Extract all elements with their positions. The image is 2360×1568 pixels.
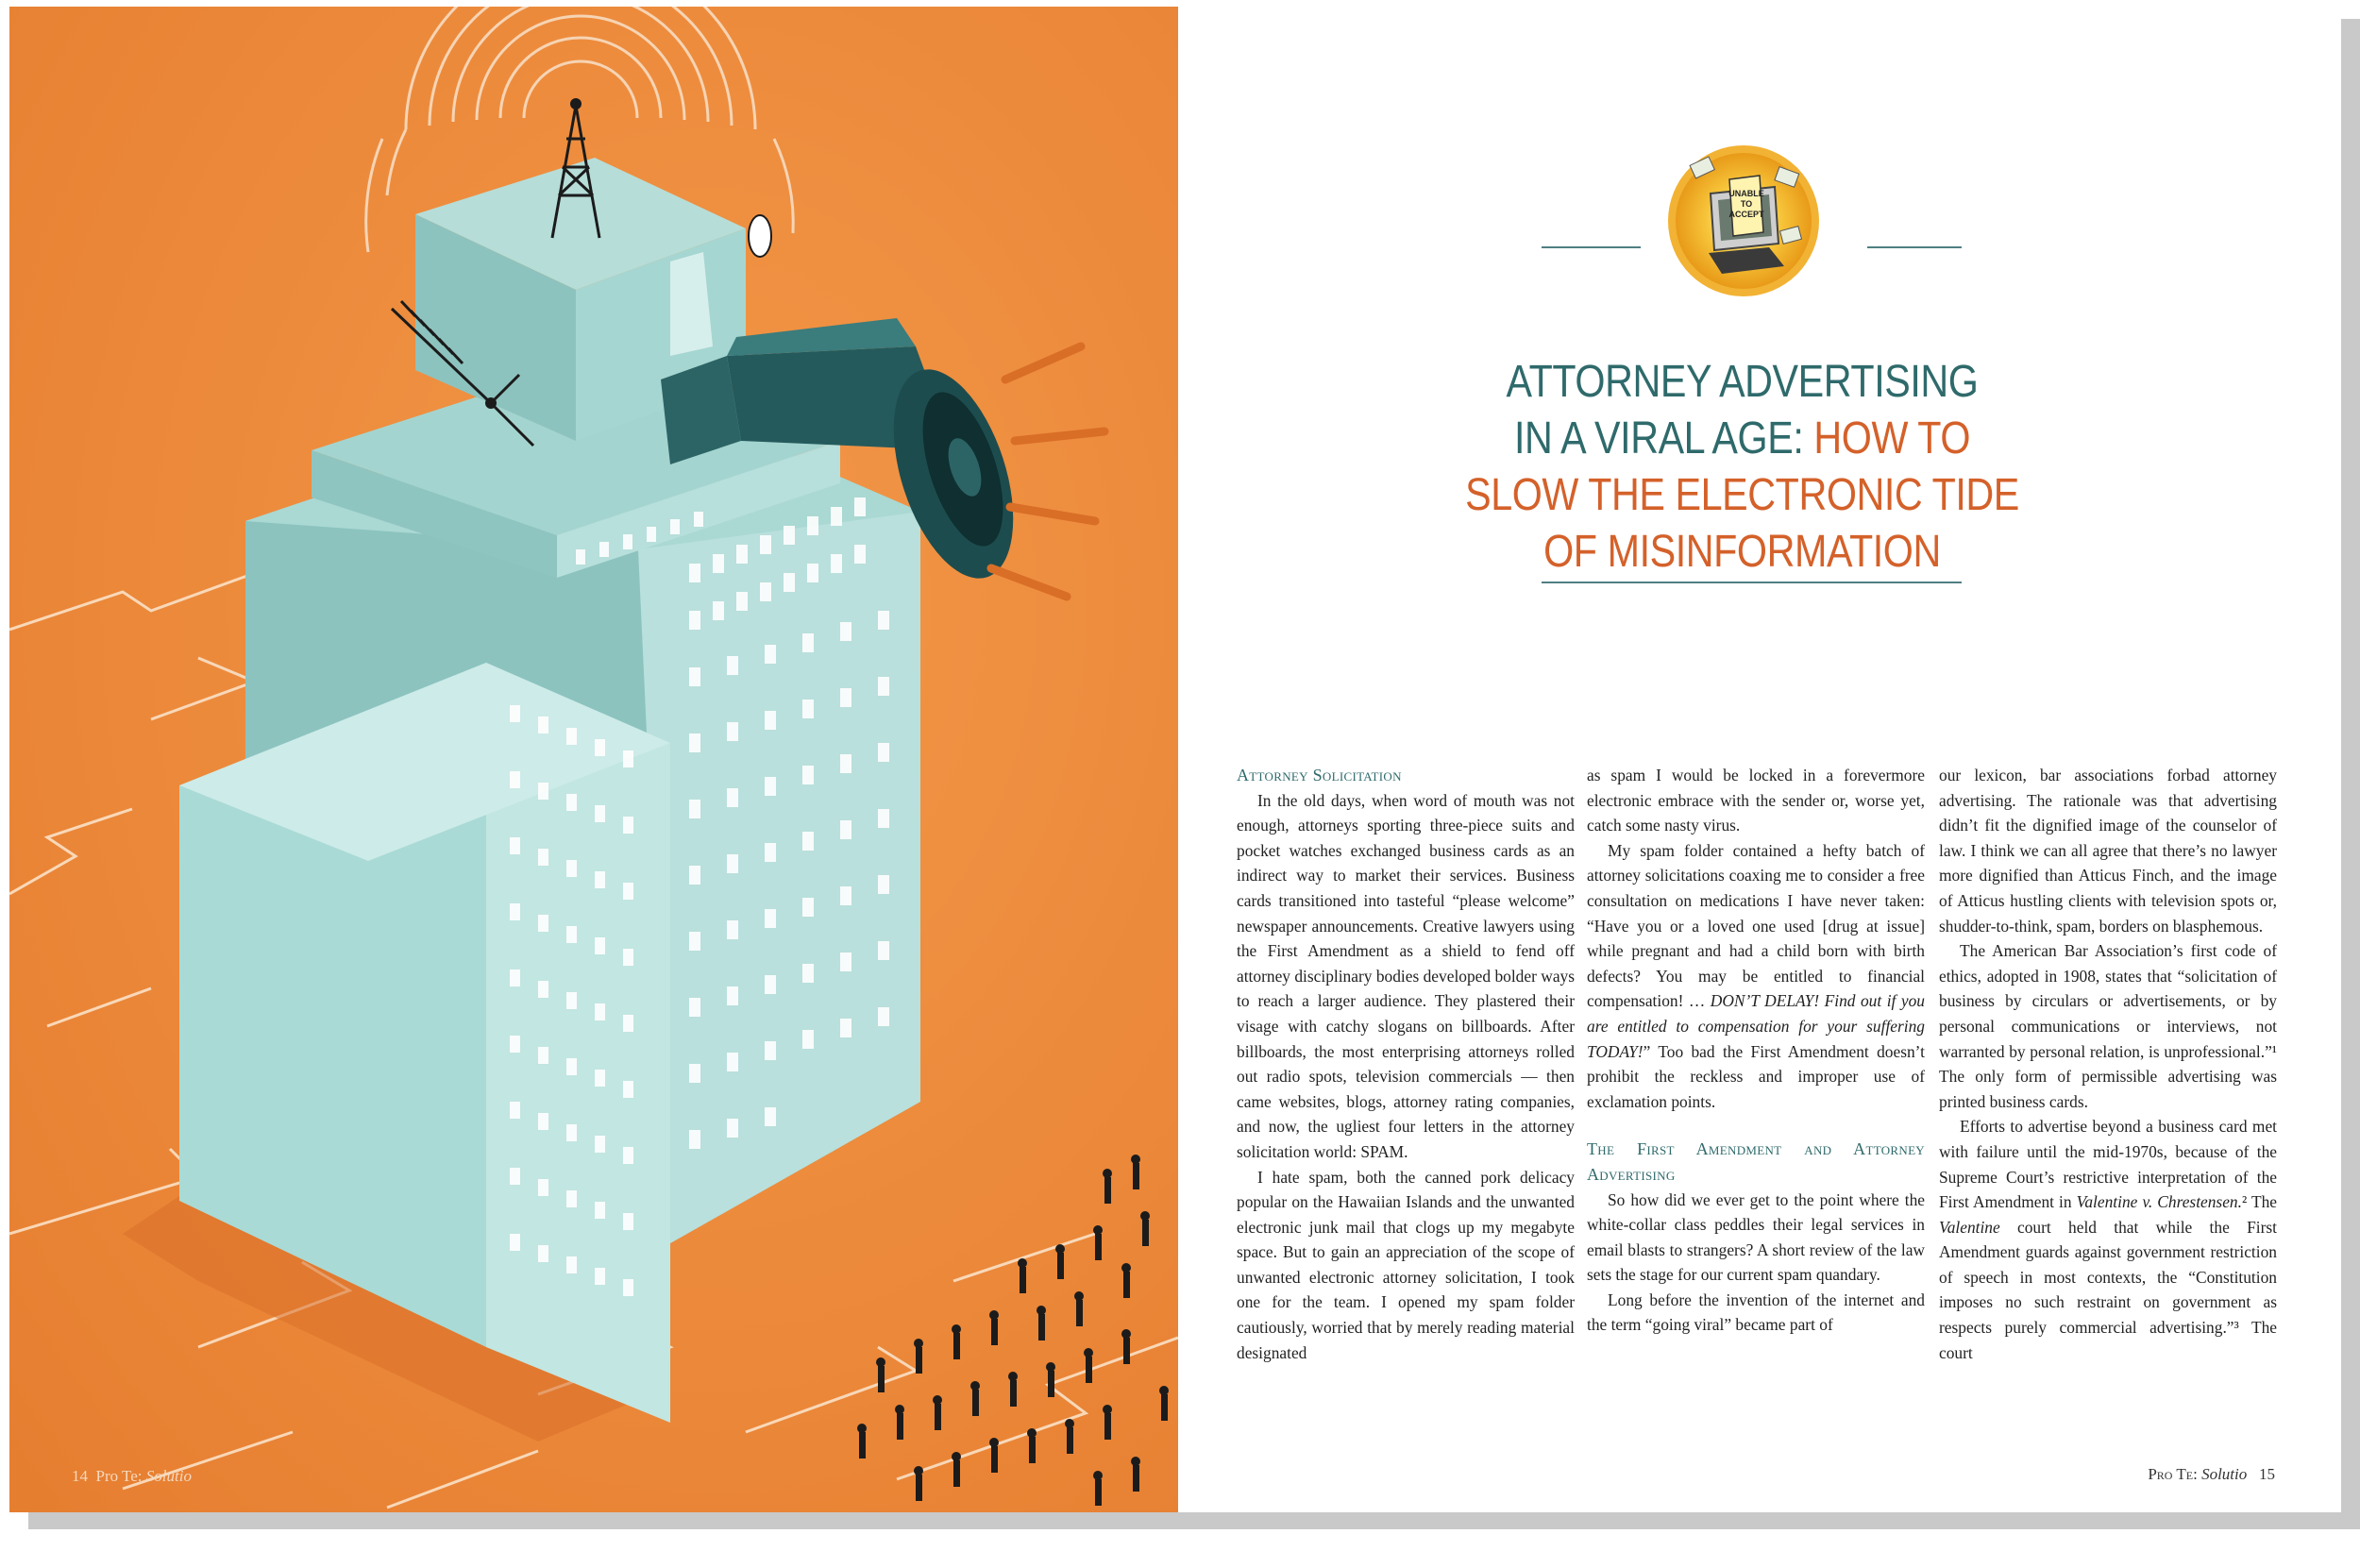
title-line-1: ATTORNEY ADVERTISING [1506, 357, 1979, 407]
section-heading: Attorney Solicitation [1237, 766, 1402, 784]
badge-sign-line1: UNABLE [1728, 189, 1764, 198]
left-page-number: 14 [72, 1467, 88, 1485]
paragraph: I hate spam, both the canned pork delicacy popular on the Hawaiian Islands and the unwanted electronic junk mail that clogs up my megabyte space. But to gain an appreciation of the scope of unwanted electronic attorney solicitation, I took one for the team. I opened my spam folder cautiously, worried that by merely reading material designated [1237, 1167, 1575, 1362]
left-magazine-name: Pro Te: [95, 1467, 146, 1485]
paragraph: Long before the invention of the internet and the term “going viral” became part of [1587, 1290, 1925, 1335]
article-page [1178, 7, 2341, 1512]
badge-sign-line3: ACCEPT [1728, 210, 1764, 219]
illustration-page [9, 7, 1178, 1512]
paragraph-text: ” Too bad the First Amendment doesn’t prohibit the reckless and improper use of exclamation points. [1587, 1041, 1925, 1111]
paragraph: In the old days, when word of mouth was not enough, attorneys sporting three-piece suits and pocket watches exchanged business cards as an indirect way to market their services. Business cards transitioned into tasteful “please welcome” newspaper announcements. Creative lawyers using the First Amendment as a shield to fend off attorney disciplinary bodies developed bolder ways to reach a larger audience. They plastered their visage with catchy slogans on billboards. After billboards, the most enterprising attorneys rolled out radio spots, television commercials — then came websites, blogs, attorney rating companies, and now, the ugliest four letters in the attorney solicitation world: SPAM. [1237, 790, 1575, 1161]
article-column-3 [1939, 763, 2277, 1365]
case-name: Valentine v. Chrestensen. [2076, 1192, 2242, 1212]
article-column-2 [1587, 763, 1925, 1338]
paragraph-italic-quote: DON’T DELAY! Find out if you are entitled to compensation for your suffering TODAY! [1587, 991, 1925, 1061]
paragraph-text: ² The [2241, 1192, 2277, 1212]
title-line-4: OF MISINFORMATION [1543, 527, 1941, 577]
paragraph: The American Bar Association’s first code of ethics, adopted in 1908, states that “solicitation of business by circulars or advertisements, or by personal communications or interviews, not warranted by personal relation, is unprofessional.”¹ The only form of permissible advertising was printed business cards. [1939, 941, 2277, 1111]
right-page-folio [2148, 1465, 2275, 1484]
title-line-2-orange: HOW TO [1813, 413, 1970, 464]
paragraph [1587, 838, 1925, 1115]
magazine-spread [9, 7, 2341, 1512]
paragraph: as spam I would be locked in a forevermore electronic embrace with the sender or, worse yet, catch some nasty virus. [1587, 766, 1925, 835]
paragraph-text: Efforts to advertise beyond a business card met with failure until the mid-1970s, because of the Supreme Court’s restrictive interpretation of the First Amendment in [1939, 1117, 2277, 1212]
left-magazine-italic: Solutio [145, 1467, 192, 1485]
title-rule-bottom [1542, 582, 1962, 583]
title-line-3: SLOW THE ELECTRONIC TIDE [1465, 470, 2019, 520]
title-line-2 [1443, 411, 2040, 467]
robot-building-illustration [9, 7, 1178, 1512]
article-title [1443, 354, 2040, 581]
spam-computer-badge [1663, 142, 1824, 300]
paragraph-text: court held that while the First Amendment guards against government restriction of speech in most contexts, the “Constitution imposes no such restraint on government as respects purely commercial advertising.”³ The court [1939, 1217, 2277, 1362]
badge-sign-line2: TO [1740, 199, 1753, 209]
badge-rule-left [1542, 246, 1641, 248]
case-name: Valentine [1939, 1217, 2000, 1237]
right-magazine-name: Pro Te: [2148, 1465, 2202, 1483]
right-page-number: 15 [2259, 1465, 2275, 1483]
section-heading: The First Amendment and Attorney Advertising [1587, 1139, 1925, 1184]
article-column-1 [1237, 763, 1575, 1365]
right-magazine-italic: Solutio [2201, 1465, 2248, 1483]
paragraph: So how did we ever get to the point where the white-collar class peddles their legal services in email blasts to strangers? A short review of the law sets the stage for our current spam quandary. [1587, 1189, 1925, 1285]
paragraph-text: My spam folder contained a hefty batch of attorney solicitations coaxing me to consider a free consultation on medications I have never taken: “Have you or a loved one used [drug at issue] while pregnant and had a child born with birth defects? You may be entitled to financial compensation! … [1587, 840, 1925, 1011]
paragraph: our lexicon, bar associations forbad attorney advertising. The rationale was that advertising didn’t fit the dignified image of the counselor of law. I think we can all agree that there’s no lawyer more dignified than Atticus Finch, and the image of Atticus hustling clients with television spots or, shudder-to-think, spam, borders on blasphemous. [1939, 766, 2277, 936]
left-page-folio [72, 1467, 192, 1486]
paragraph [1939, 1114, 2277, 1365]
title-line-2-teal: IN A VIRAL AGE: [1514, 413, 1814, 464]
badge-rule-right [1867, 246, 1962, 248]
